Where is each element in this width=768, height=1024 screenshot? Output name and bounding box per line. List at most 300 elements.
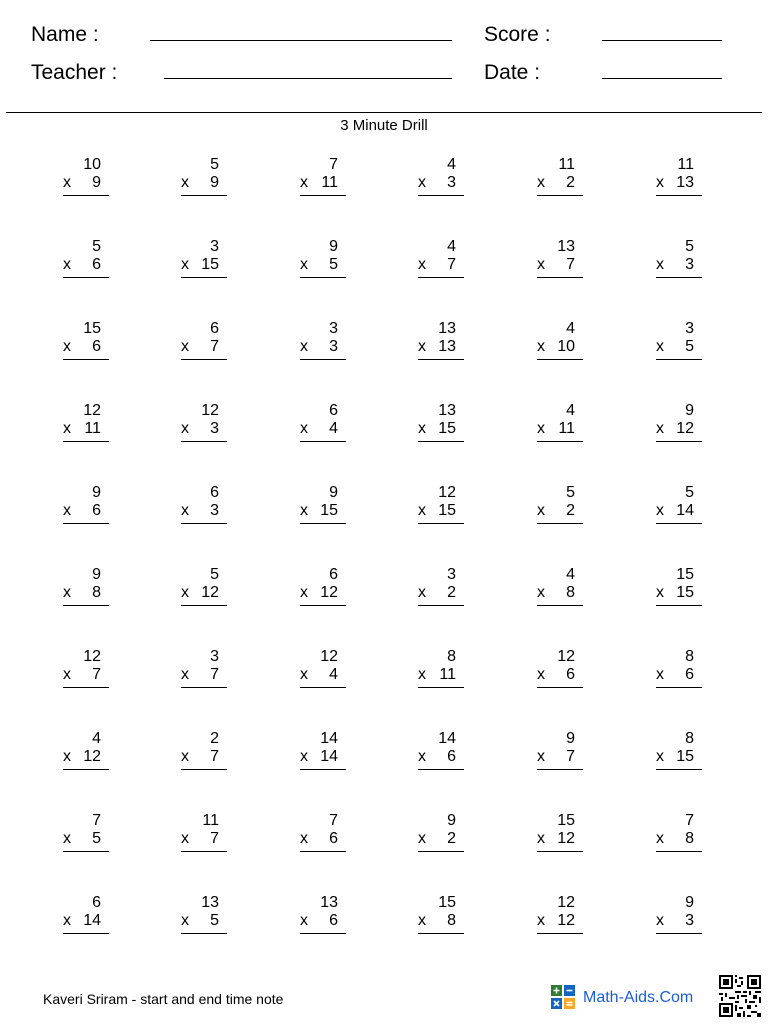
operator: x (418, 748, 426, 765)
problem-1-1 (63, 156, 109, 200)
multiplicand: 15 (438, 894, 456, 911)
problem-9-6 (656, 812, 702, 856)
multiplier: 5 (329, 256, 338, 273)
operator: x (418, 174, 426, 191)
multiplier: 6 (92, 338, 101, 355)
multiplier: 8 (566, 584, 575, 601)
operator: x (418, 912, 426, 929)
answer-line[interactable] (656, 605, 702, 606)
multiplier: 5 (685, 338, 694, 355)
problem-9-3 (300, 812, 346, 856)
answer-line[interactable] (181, 195, 227, 196)
multiplier: 6 (329, 830, 338, 847)
math-aids-logo-icon (551, 985, 575, 1009)
multiplicand: 8 (685, 648, 694, 665)
answer-line[interactable] (300, 769, 346, 770)
operator: x (537, 420, 545, 437)
operator: x (63, 256, 71, 273)
answer-line[interactable] (181, 687, 227, 688)
operator: x (656, 420, 664, 437)
answer-line[interactable] (63, 441, 109, 442)
problem-2-2 (181, 238, 227, 282)
problem-4-1 (63, 402, 109, 446)
multiplier: 7 (92, 666, 101, 683)
multiplier: 3 (685, 256, 694, 273)
operator: x (181, 748, 189, 765)
operator: x (418, 502, 426, 519)
operator: x (656, 748, 664, 765)
answer-line[interactable] (300, 687, 346, 688)
multiplier: 15 (438, 420, 456, 437)
multiplier: 14 (320, 748, 338, 765)
multiplicand: 8 (685, 730, 694, 747)
answer-line[interactable] (418, 195, 464, 196)
multiplier: 8 (685, 830, 694, 847)
operator: x (418, 584, 426, 601)
multiplicand: 15 (83, 320, 101, 337)
answer-line[interactable] (63, 687, 109, 688)
problem-10-5 (537, 894, 583, 938)
problem-7-3 (300, 648, 346, 692)
problem-1-3 (300, 156, 346, 200)
multiplicand: 6 (210, 484, 219, 501)
multiplier: 8 (92, 584, 101, 601)
operator: x (181, 830, 189, 847)
multiplier: 7 (566, 748, 575, 765)
problem-1-2 (181, 156, 227, 200)
answer-line[interactable] (181, 851, 227, 852)
operator: x (537, 912, 545, 929)
problem-10-6 (656, 894, 702, 938)
problem-9-1 (63, 812, 109, 856)
problem-8-2 (181, 730, 227, 774)
problem-1-5 (537, 156, 583, 200)
multiplicand: 9 (92, 566, 101, 583)
problem-4-6 (656, 402, 702, 446)
multiplier: 12 (320, 584, 338, 601)
answer-line[interactable] (181, 277, 227, 278)
multiplier: 3 (447, 174, 456, 191)
multiplicand: 7 (329, 156, 338, 173)
operator: x (181, 584, 189, 601)
answer-line[interactable] (300, 933, 346, 934)
multiplicand: 3 (447, 566, 456, 583)
problem-3-6 (656, 320, 702, 364)
multiplier: 6 (447, 748, 456, 765)
date-label: Date : (484, 61, 541, 84)
answer-line[interactable] (537, 441, 583, 442)
answer-line[interactable] (537, 359, 583, 360)
problem-7-1 (63, 648, 109, 692)
answer-line[interactable] (537, 195, 583, 196)
problem-7-2 (181, 648, 227, 692)
multiplier: 11 (84, 420, 101, 437)
answer-line[interactable] (63, 195, 109, 196)
answer-line[interactable] (537, 933, 583, 934)
answer-line[interactable] (418, 769, 464, 770)
answer-line[interactable] (63, 769, 109, 770)
multiplier: 3 (329, 338, 338, 355)
multiplier: 12 (201, 584, 219, 601)
multiplier: 7 (447, 256, 456, 273)
problem-2-4 (418, 238, 464, 282)
answer-line[interactable] (656, 441, 702, 442)
answer-line[interactable] (418, 687, 464, 688)
operator: x (537, 174, 545, 191)
operator: x (418, 420, 426, 437)
problem-9-2 (181, 812, 227, 856)
multiplicand: 11 (558, 156, 575, 173)
operator: x (63, 502, 71, 519)
operator: x (656, 584, 664, 601)
multiplicand: 3 (210, 648, 219, 665)
operator: x (537, 666, 545, 683)
answer-line[interactable] (537, 687, 583, 688)
operator: x (181, 256, 189, 273)
operator: x (656, 174, 664, 191)
multiplicand: 14 (438, 730, 456, 747)
problem-4-2 (181, 402, 227, 446)
multiplicand: 5 (210, 156, 219, 173)
operator: x (300, 830, 308, 847)
operator: x (63, 420, 71, 437)
multiplier: 15 (676, 748, 694, 765)
problem-1-4 (418, 156, 464, 200)
operator: x (300, 912, 308, 929)
multiplicand: 12 (83, 402, 101, 419)
operator: x (181, 912, 189, 929)
answer-line[interactable] (418, 277, 464, 278)
answer-line[interactable] (418, 933, 464, 934)
brand-link[interactable]: Math-Aids.Com (583, 989, 694, 1006)
operator: x (300, 256, 308, 273)
multiplicand: 11 (677, 156, 694, 173)
operator: x (181, 338, 189, 355)
operator: x (656, 256, 664, 273)
multiplicand: 12 (438, 484, 456, 501)
operator: x (418, 256, 426, 273)
multiplicand: 13 (557, 238, 575, 255)
problem-7-5 (537, 648, 583, 692)
multiplicand: 7 (92, 812, 101, 829)
multiplicand: 6 (92, 894, 101, 911)
multiplicand: 12 (557, 648, 575, 665)
operator: x (63, 748, 71, 765)
operator: x (656, 666, 664, 683)
operator: x (418, 830, 426, 847)
multiplicand: 14 (320, 730, 338, 747)
multiplicand: 3 (210, 238, 219, 255)
problem-8-5 (537, 730, 583, 774)
operator: x (656, 830, 664, 847)
problem-10-3 (300, 894, 346, 938)
problem-2-5 (537, 238, 583, 282)
problem-3-1 (63, 320, 109, 364)
multiplier: 3 (210, 420, 219, 437)
multiplier: 7 (210, 338, 219, 355)
problem-6-5 (537, 566, 583, 610)
answer-line[interactable] (63, 933, 109, 934)
answer-line[interactable] (656, 851, 702, 852)
answer-line[interactable] (63, 851, 109, 852)
answer-line[interactable] (300, 605, 346, 606)
multiplier: 11 (558, 420, 575, 437)
problem-2-6 (656, 238, 702, 282)
answer-line[interactable] (656, 195, 702, 196)
operator: x (418, 338, 426, 355)
answer-line[interactable] (418, 605, 464, 606)
answer-line[interactable] (300, 523, 346, 524)
answer-line[interactable] (181, 933, 227, 934)
multiplier: 5 (92, 830, 101, 847)
problem-10-4 (418, 894, 464, 938)
multiplicand: 4 (447, 156, 456, 173)
multiplicand: 15 (557, 812, 575, 829)
operator: x (300, 584, 308, 601)
operator: x (537, 256, 545, 273)
multiplier: 11 (439, 666, 456, 683)
multiplicand: 10 (83, 156, 101, 173)
multiplier: 14 (83, 912, 101, 929)
problem-10-1 (63, 894, 109, 938)
qr-code-icon (719, 975, 761, 1017)
operator: x (300, 420, 308, 437)
operator: x (418, 666, 426, 683)
multiplier: 7 (566, 256, 575, 273)
problem-3-5 (537, 320, 583, 364)
multiplicand: 3 (329, 320, 338, 337)
multiplicand: 5 (685, 484, 694, 501)
operator: x (656, 338, 664, 355)
multiplicand: 13 (438, 402, 456, 419)
multiplier: 6 (685, 666, 694, 683)
multiplier: 7 (210, 748, 219, 765)
problem-4-5 (537, 402, 583, 446)
multiplier: 6 (92, 502, 101, 519)
answer-line[interactable] (656, 769, 702, 770)
multiplier: 5 (210, 912, 219, 929)
multiplicand: 9 (566, 730, 575, 747)
multiplicand: 8 (447, 648, 456, 665)
multiplier: 13 (676, 174, 694, 191)
multiplicand: 13 (201, 894, 219, 911)
drill-title: 3 Minute Drill (340, 117, 428, 134)
answer-line[interactable] (656, 277, 702, 278)
operator: x (63, 584, 71, 601)
answer-line[interactable] (656, 359, 702, 360)
problem-3-3 (300, 320, 346, 364)
multiplicand: 12 (83, 648, 101, 665)
multiplier: 11 (321, 174, 338, 191)
problem-3-4 (418, 320, 464, 364)
answer-line[interactable] (537, 851, 583, 852)
multiplier: 7 (210, 830, 219, 847)
problem-5-6 (656, 484, 702, 528)
multiplicand: 9 (329, 484, 338, 501)
multiplicand: 11 (202, 812, 219, 829)
multiplier: 3 (210, 502, 219, 519)
multiplier: 7 (210, 666, 219, 683)
operator: x (181, 174, 189, 191)
multiplier: 4 (329, 420, 338, 437)
problem-2-1 (63, 238, 109, 282)
multiplicand: 9 (329, 238, 338, 255)
answer-line[interactable] (418, 523, 464, 524)
problem-4-4 (418, 402, 464, 446)
teacher-label: Teacher : (31, 61, 118, 84)
problem-5-3 (300, 484, 346, 528)
multiplier: 6 (329, 912, 338, 929)
multiplicand: 9 (92, 484, 101, 501)
name-label: Name : (31, 23, 99, 46)
operator: x (537, 830, 545, 847)
multiplier: 15 (676, 584, 694, 601)
multiplicand: 12 (557, 894, 575, 911)
answer-line[interactable] (63, 523, 109, 524)
multiplicand: 12 (201, 402, 219, 419)
problem-6-6 (656, 566, 702, 610)
multiplier: 6 (566, 666, 575, 683)
answer-line[interactable] (300, 441, 346, 442)
multiplicand: 9 (685, 894, 694, 911)
problem-4-3 (300, 402, 346, 446)
multiplier: 14 (676, 502, 694, 519)
answer-line[interactable] (418, 359, 464, 360)
answer-line[interactable] (300, 359, 346, 360)
multiplicand: 4 (566, 566, 575, 583)
multiplicand: 5 (92, 238, 101, 255)
answer-line[interactable] (300, 195, 346, 196)
problem-8-6 (656, 730, 702, 774)
multiplier: 2 (566, 174, 575, 191)
problem-5-4 (418, 484, 464, 528)
multiplier: 15 (438, 502, 456, 519)
multiplier: 12 (83, 748, 101, 765)
answer-line[interactable] (537, 277, 583, 278)
answer-line[interactable] (181, 523, 227, 524)
operator: x (181, 666, 189, 683)
problem-2-3 (300, 238, 346, 282)
multiplier: 15 (320, 502, 338, 519)
multiplicand: 9 (685, 402, 694, 419)
operator: x (63, 666, 71, 683)
answer-line[interactable] (63, 277, 109, 278)
operator: x (63, 174, 71, 191)
operator: x (63, 338, 71, 355)
operator: x (300, 338, 308, 355)
problem-7-6 (656, 648, 702, 692)
operator: x (181, 502, 189, 519)
problem-8-4 (418, 730, 464, 774)
multiplicand: 13 (438, 320, 456, 337)
multiplicand: 7 (329, 812, 338, 829)
problem-5-1 (63, 484, 109, 528)
answer-line[interactable] (181, 769, 227, 770)
problem-6-4 (418, 566, 464, 610)
answer-line[interactable] (63, 605, 109, 606)
operator: x (63, 912, 71, 929)
problem-5-2 (181, 484, 227, 528)
answer-line[interactable] (181, 359, 227, 360)
answer-line[interactable] (300, 851, 346, 852)
multiplicand: 6 (210, 320, 219, 337)
problem-10-2 (181, 894, 227, 938)
multiplicand: 6 (329, 566, 338, 583)
answer-line[interactable] (656, 523, 702, 524)
multiplicand: 3 (685, 320, 694, 337)
operator: x (656, 912, 664, 929)
multiplier: 3 (685, 912, 694, 929)
operator: x (300, 666, 308, 683)
operator: x (300, 502, 308, 519)
score-label: Score : (484, 23, 551, 46)
problem-9-4 (418, 812, 464, 856)
problem-8-3 (300, 730, 346, 774)
multiplier: 2 (447, 584, 456, 601)
operator: x (63, 830, 71, 847)
operator: x (537, 338, 545, 355)
problem-6-2 (181, 566, 227, 610)
multiplicand: 4 (92, 730, 101, 747)
answer-line[interactable] (181, 441, 227, 442)
multiplier: 4 (329, 666, 338, 683)
multiplier: 2 (566, 502, 575, 519)
answer-line[interactable] (656, 933, 702, 934)
multiplier: 2 (447, 830, 456, 847)
operator: x (537, 584, 545, 601)
problem-1-6 (656, 156, 702, 200)
multiplier: 10 (557, 338, 575, 355)
multiplier: 12 (676, 420, 694, 437)
answer-line[interactable] (418, 441, 464, 442)
multiplier: 13 (438, 338, 456, 355)
answer-line[interactable] (300, 277, 346, 278)
answer-line[interactable] (537, 605, 583, 606)
operator: x (537, 502, 545, 519)
multiplier: 9 (92, 174, 101, 191)
operator: x (537, 748, 545, 765)
problem-6-3 (300, 566, 346, 610)
multiplier: 12 (557, 912, 575, 929)
multiplicand: 15 (676, 566, 694, 583)
multiplicand: 7 (685, 812, 694, 829)
problem-8-1 (63, 730, 109, 774)
operator: x (656, 502, 664, 519)
multiplicand: 5 (210, 566, 219, 583)
multiplicand: 2 (210, 730, 219, 747)
multiplier: 15 (201, 256, 219, 273)
answer-line[interactable] (418, 851, 464, 852)
problem-5-5 (537, 484, 583, 528)
problem-9-5 (537, 812, 583, 856)
operator: x (181, 420, 189, 437)
multiplier: 9 (210, 174, 219, 191)
answer-line[interactable] (537, 769, 583, 770)
multiplicand: 12 (320, 648, 338, 665)
multiplicand: 4 (447, 238, 456, 255)
multiplicand: 4 (566, 402, 575, 419)
multiplier: 12 (557, 830, 575, 847)
answer-line[interactable] (181, 605, 227, 606)
problem-3-2 (181, 320, 227, 364)
operator: x (300, 174, 308, 191)
multiplicand: 9 (447, 812, 456, 829)
answer-line[interactable] (537, 523, 583, 524)
multiplicand: 5 (566, 484, 575, 501)
answer-line[interactable] (63, 359, 109, 360)
footer-note: Kaveri Sriram - start and end time note (43, 991, 284, 1007)
answer-line[interactable] (656, 687, 702, 688)
